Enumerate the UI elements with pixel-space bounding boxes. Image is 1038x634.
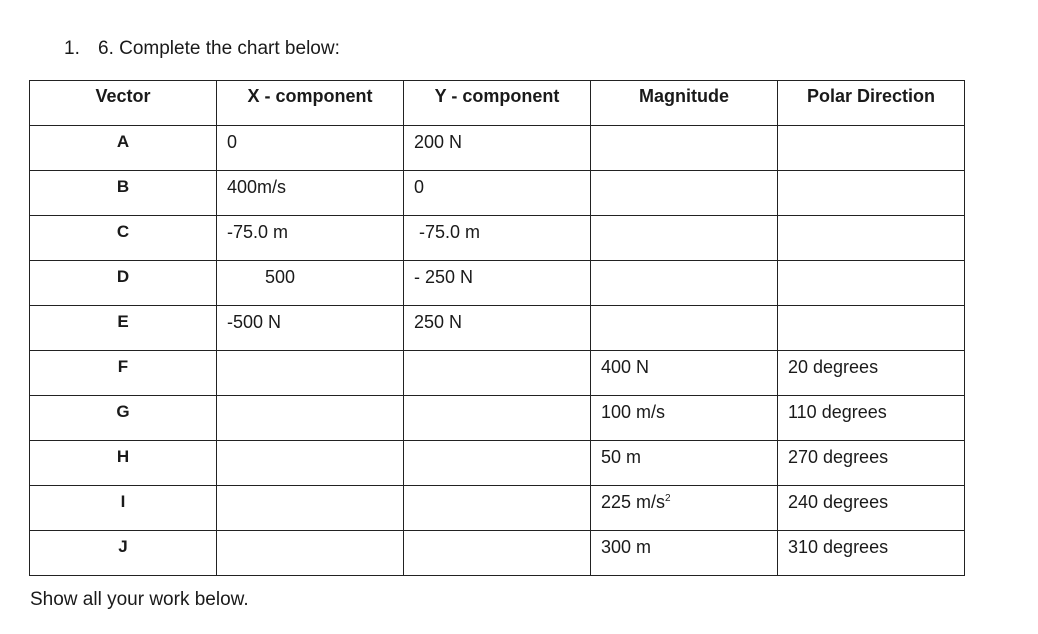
table-row — [30, 531, 965, 576]
x-component-cell: 500 — [217, 261, 404, 306]
table-header-row — [30, 81, 965, 126]
vector-label: E — [30, 306, 217, 351]
x-component-cell: -500 N — [217, 306, 404, 351]
vector-label: B — [30, 171, 217, 216]
magnitude-value: 225 m/s — [601, 492, 666, 512]
x-component-cell: 0 — [217, 126, 404, 171]
magnitude-cell — [591, 216, 778, 261]
y-component-cell — [404, 486, 591, 531]
table-row — [30, 171, 965, 216]
vector-label: G — [30, 396, 217, 441]
y-component-cell: 0 — [404, 171, 591, 216]
table-row — [30, 261, 965, 306]
header-vector: Vector — [30, 81, 217, 126]
direction-cell: 240 degrees — [778, 486, 965, 531]
question-text: 6. Complete the chart below: — [98, 38, 340, 59]
y-component-cell — [404, 441, 591, 486]
magnitude-cell: 100 m/s — [591, 396, 778, 441]
magnitude-exponent: 2 — [665, 493, 671, 504]
table-row — [30, 351, 965, 396]
magnitude-cell: 400 N — [591, 351, 778, 396]
y-component-cell — [404, 396, 591, 441]
direction-cell: 270 degrees — [778, 441, 965, 486]
y-component-cell: -75.0 m — [404, 216, 591, 261]
vector-label: F — [30, 351, 217, 396]
magnitude-cell — [591, 171, 778, 216]
direction-cell — [778, 261, 965, 306]
magnitude-cell: 300 m — [591, 531, 778, 576]
x-component-cell: -75.0 m — [217, 216, 404, 261]
table-row — [30, 126, 965, 171]
header-x-component: X - component — [217, 81, 404, 126]
direction-cell — [778, 171, 965, 216]
table-row — [30, 306, 965, 351]
table-row — [30, 441, 965, 486]
work-instruction: Show all your work below. — [30, 589, 249, 610]
magnitude-cell — [591, 126, 778, 171]
vector-label: D — [30, 261, 217, 306]
direction-cell: 20 degrees — [778, 351, 965, 396]
vector-label: I — [30, 486, 217, 531]
table-row — [30, 396, 965, 441]
vector-table — [29, 80, 965, 576]
header-polar-direction: Polar Direction — [778, 81, 965, 126]
direction-cell: 110 degrees — [778, 396, 965, 441]
y-component-cell — [404, 531, 591, 576]
direction-cell — [778, 216, 965, 261]
table-row — [30, 486, 965, 531]
vector-label: A — [30, 126, 217, 171]
y-component-cell: 200 N — [404, 126, 591, 171]
header-magnitude: Magnitude — [591, 81, 778, 126]
x-component-cell — [217, 351, 404, 396]
y-component-cell: - 250 N — [404, 261, 591, 306]
x-component-cell — [217, 486, 404, 531]
vector-label: J — [30, 531, 217, 576]
y-component-cell: 250 N — [404, 306, 591, 351]
x-component-cell — [217, 531, 404, 576]
y-component-cell — [404, 351, 591, 396]
magnitude-cell — [591, 261, 778, 306]
x-component-cell — [217, 441, 404, 486]
header-y-component: Y - component — [404, 81, 591, 126]
vector-label: H — [30, 441, 217, 486]
question-heading — [64, 38, 340, 60]
vector-label: C — [30, 216, 217, 261]
magnitude-cell — [591, 486, 778, 531]
direction-cell: 310 degrees — [778, 531, 965, 576]
direction-cell — [778, 306, 965, 351]
magnitude-cell — [591, 306, 778, 351]
x-component-cell: 400m/s — [217, 171, 404, 216]
x-component-cell — [217, 396, 404, 441]
direction-cell — [778, 126, 965, 171]
magnitude-cell: 50 m — [591, 441, 778, 486]
table-row — [30, 216, 965, 261]
question-number: 1. — [64, 38, 80, 59]
